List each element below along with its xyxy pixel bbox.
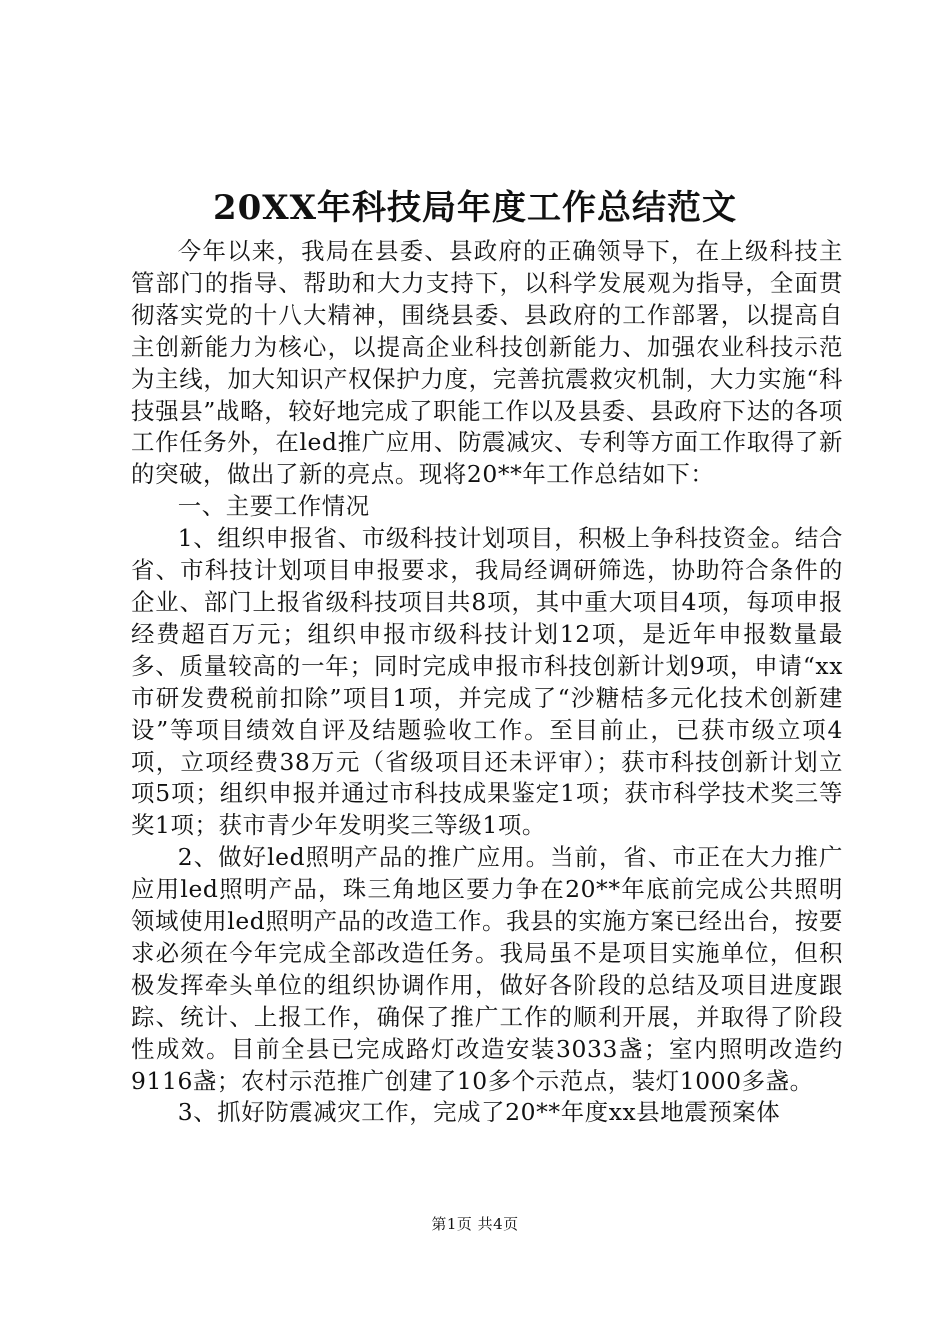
paragraph-item-1: 1、组织申报省、市级科技计划项目，积极上争科技资金。结合省、市科技计划项目申报要求，我局经调研筛选，协助符合条件的企业、部门上报省级科技项目共8项，其中重大项目4项，每项申报经费超百万元；组织申报市级科技计划12项，是近年申报数量最多、质量较高的一年；同时完成申报市科技创新计划9项，申请“xx市研发费税前扣除”项目1项，并完成了“沙糖桔多元化技术创新建设”等项目绩效自评及结题验收工作。至目前止，已获市级立项4项，立项经费38万元（省级项目还未评审）；获市科技创新计划立项5项；组织申报并通过市科技成果鉴定1项；获市科学技术奖三等奖1项；获市青少年发明奖三等级1项。 (131, 524, 843, 840)
page-footer: 第1页 共4页 (431, 1215, 519, 1233)
section-heading: 一、主要工作情况 (177, 492, 370, 521)
paragraph-item-2: 2、做好led照明产品的推广应用。当前，省、市正在大力推广应用led照明产品，珠三角地区要力争在20**年底前完成公共照明领域使用led照明产品的改造工作。我县的实施方案已经出台，按要求必须在今年完成全部改造任务。我局虽不是项目实施单位，但积极发挥牵头单位的组织协调作用，做好各阶段的总结及项目进度跟踪、统计、上报工作，确保了推广工作的顺利开展，并取得了阶段性成效。目前全县已完成路灯改造安装3033盏；室内照明改造约9116盏；农村示范推广创建了10多个示范点，装灯1000多盏。 (131, 843, 843, 1095)
paragraph-intro: 今年以来，我局在县委、县政府的正确领导下，在上级科技主管部门的指导、帮助和大力支持下，以科学发展观为指导，全面贯彻落实党的十八大精神，围绕县委、县政府的工作部署，以提高自主创新能力为核心，以提高企业科技创新能力、加强农业科技示范为主线，加大知识产权保护力度，完善抗震救灾机制，大力实施“科技强县”战略，较好地完成了职能工作以及县委、县政府下达的各项工作任务外，在led推广应用、防震减灾、专利等方面工作取得了新的突破，做出了新的亮点。现将20**年工作总结如下： (131, 237, 843, 489)
document-title: 20XX年科技局年度工作总结范文 (212, 188, 738, 228)
document-body (131, 236, 843, 1129)
paragraph-item-3: 3、抓好防震减灾工作，完成了20**年度xx县地震预案体 (177, 1098, 781, 1127)
